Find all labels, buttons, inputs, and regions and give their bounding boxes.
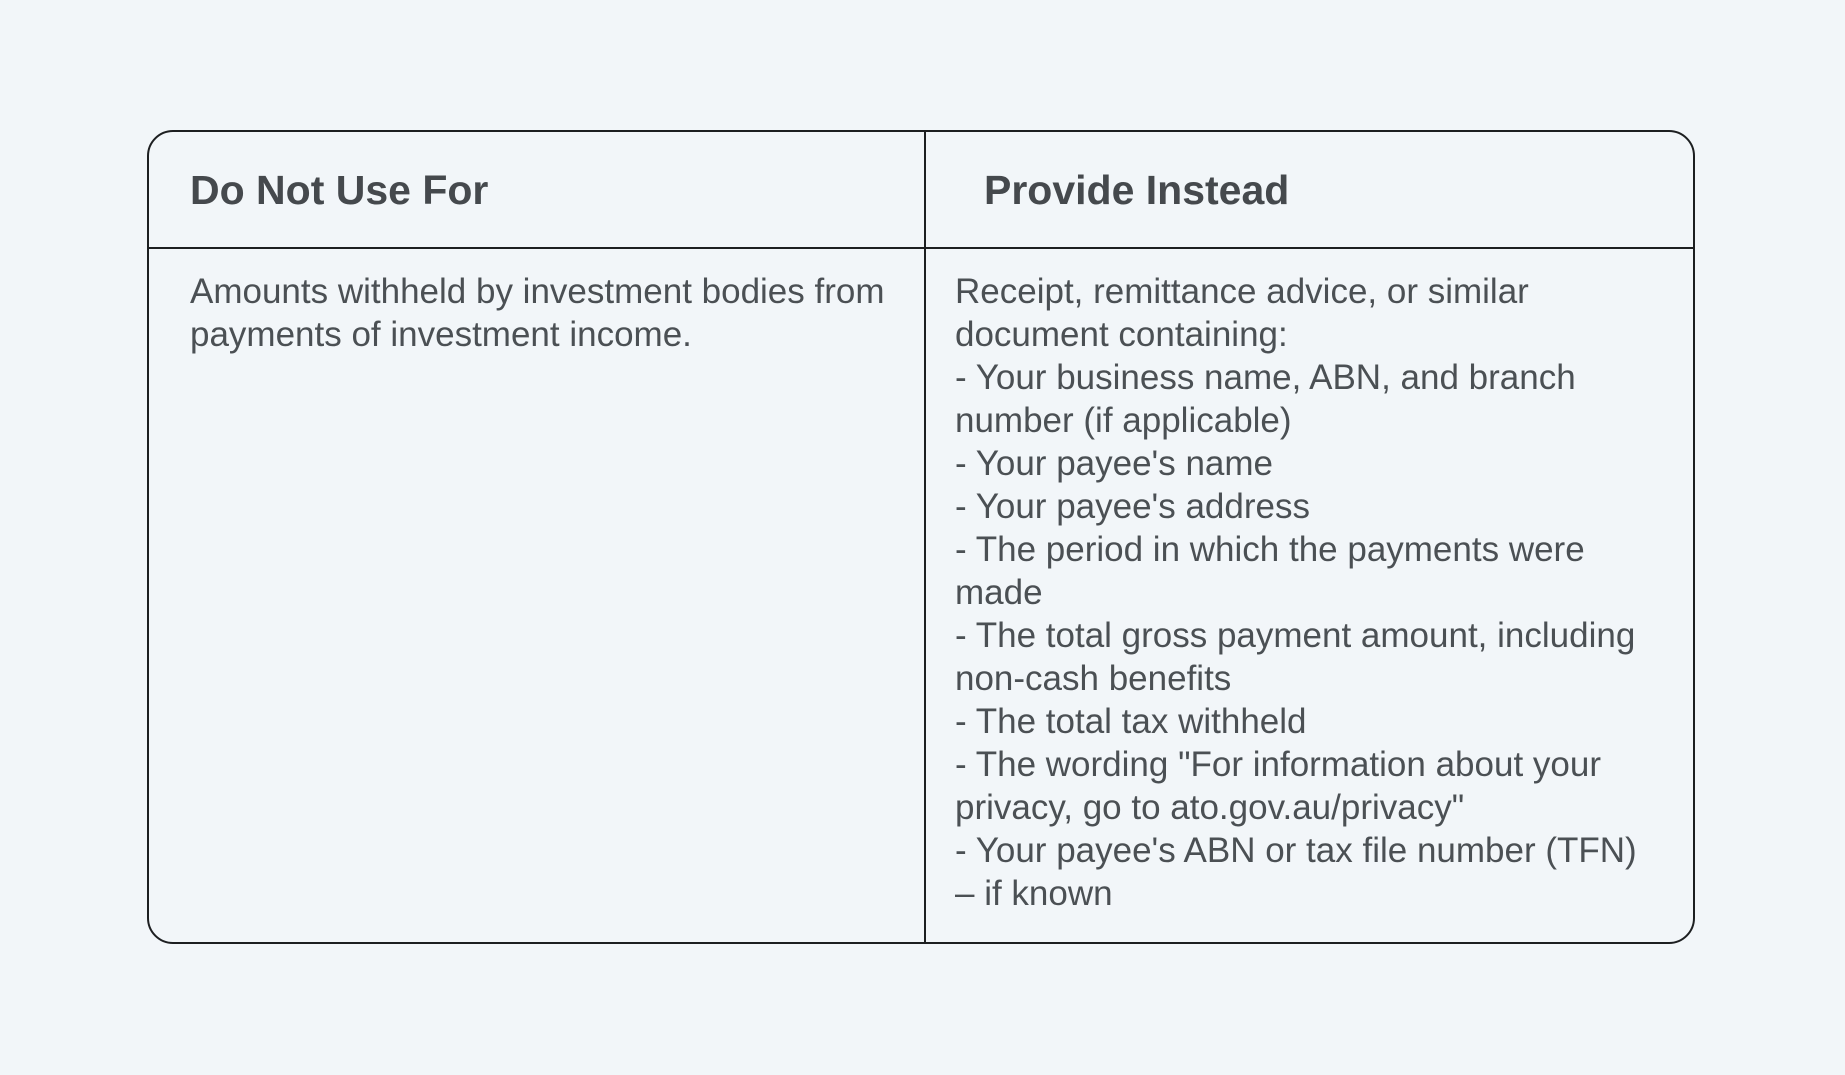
header-provide-instead: Provide Instead — [984, 167, 1290, 213]
requirement-item: - The period in which the payments were made — [955, 530, 1585, 612]
cell-provide-instead — [955, 270, 1655, 915]
requirements-table — [147, 130, 1695, 944]
requirement-item: - The total tax withheld — [955, 702, 1307, 741]
requirement-item: - Your payee's ABN or tax file number (TFN) – if known — [955, 831, 1637, 913]
requirement-item: - Your business name, ABN, and branch number (if applicable) — [955, 358, 1576, 440]
requirements-intro: Receipt, remittance advice, or similar document containing: — [955, 272, 1529, 354]
cell-do-not-use-for: Amounts withheld by investment bodies from payments of investment income. — [190, 272, 885, 354]
header-divider — [149, 247, 1693, 249]
requirement-item: - Your payee's address — [955, 487, 1310, 526]
requirement-item: - Your payee's name — [955, 444, 1274, 483]
header-do-not-use-for: Do Not Use For — [190, 167, 489, 213]
requirement-item: - The wording "For information about your privacy, go to ato.gov.au/privacy" — [955, 745, 1601, 827]
requirement-item: - The total gross payment amount, including non-cash benefits — [955, 616, 1636, 698]
column-divider — [924, 132, 926, 942]
